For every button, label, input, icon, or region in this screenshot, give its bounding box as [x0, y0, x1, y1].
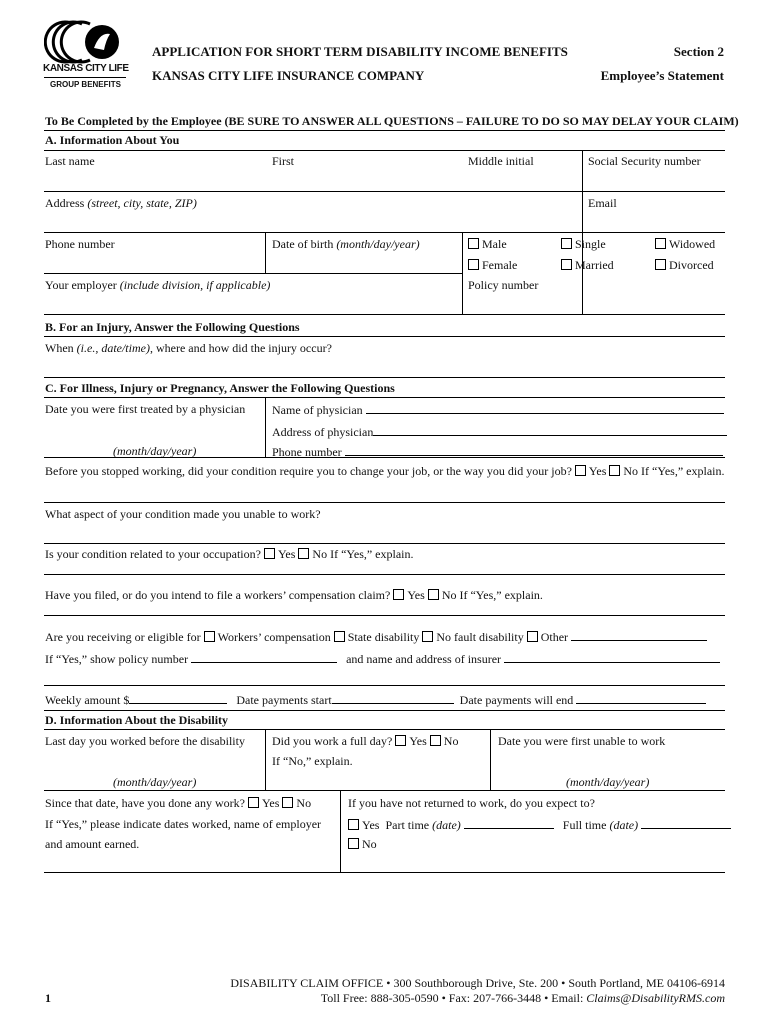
- first-unable-date-hint: (month/day/year): [566, 775, 650, 789]
- change-job-no-checkbox[interactable]: No: [609, 464, 638, 478]
- page-number: 1: [45, 991, 51, 1005]
- last-day-worked-field[interactable]: Last day you worked before the disability: [45, 734, 245, 748]
- payments-line[interactable]: Weekly amount $ Date payments start Date payments will end: [45, 692, 706, 708]
- expect-return-question: If you have not returned to work, do you expect to?: [348, 796, 595, 810]
- since-work-no-checkbox[interactable]: No: [282, 796, 311, 810]
- physician-phone-field[interactable]: Phone number: [272, 444, 723, 460]
- since-work-question: Since that date, have you done any work? Yes No: [45, 796, 312, 810]
- claim-office-address: DISABILITY CLAIM OFFICE • 300 Southborough Drive, Ste. 200 • South Portland, ME 04106-6914: [230, 976, 725, 990]
- workers-comp-question: Have you filed, or do you intend to file a workers’ compensation claim? Yes No If “Yes,” explain.: [45, 588, 543, 602]
- full-day-explain[interactable]: If “No,” explain.: [272, 754, 353, 768]
- treated-date-hint: (month/day/year): [113, 444, 197, 458]
- company-logo: [44, 18, 128, 90]
- return-yes-checkbox[interactable]: Yes: [348, 818, 379, 832]
- email-field[interactable]: Email: [588, 196, 617, 210]
- dates-worked-field[interactable]: If “Yes,” please indicate dates worked, name of employer: [45, 817, 322, 831]
- employer-field[interactable]: Your employer (include division, if applicable): [45, 278, 271, 292]
- policy-number-field[interactable]: Policy number: [468, 278, 539, 292]
- injury-question[interactable]: When (i.e., date/time), where and how did the injury occur?: [45, 341, 332, 355]
- middle-initial-field[interactable]: Middle initial: [468, 154, 534, 168]
- last-day-date-hint: (month/day/year): [113, 775, 197, 789]
- section-b-title: B. For an Injury, Answer the Following Questions: [45, 320, 300, 334]
- dob-field[interactable]: Date of birth (month/day/year): [272, 237, 420, 251]
- receiving-question: Are you receiving or eligible for Workers’ compensation State disability No fault disability Other: [45, 629, 707, 645]
- contact-line: Toll Free: 888-305-0590 • Fax: 207-766-3448 • Email: Claims@DisabilityRMS.com: [320, 991, 725, 1005]
- married-checkbox[interactable]: Married: [561, 258, 614, 273]
- company-name: KANSAS CITY LIFE INSURANCE COMPANY: [152, 68, 425, 83]
- change-job-question: Before you stopped working, did your condition require you to change your job, or the way you did your job? Yes No If “Yes,” explain.: [45, 464, 725, 478]
- full-day-yes-checkbox[interactable]: Yes: [395, 734, 426, 748]
- kcl-logo-mark: [44, 18, 128, 66]
- address-field[interactable]: Address (street, city, state, ZIP): [45, 196, 197, 210]
- claims-email-link[interactable]: Claims@DisabilityRMS.com: [586, 991, 725, 1005]
- form-title: APPLICATION FOR SHORT TERM DISABILITY INCOME BENEFITS: [152, 44, 568, 59]
- section-a-title: A. Information About You: [45, 133, 180, 147]
- workers-comp-option-checkbox[interactable]: Workers’ compensation: [204, 630, 331, 644]
- occupation-no-checkbox[interactable]: No: [298, 547, 327, 561]
- first-treated-field[interactable]: Date you were first treated by a physician: [45, 402, 246, 416]
- workers-comp-no-checkbox[interactable]: No: [428, 588, 457, 602]
- section-d-title: D. Information About the Disability: [45, 713, 229, 727]
- return-no-checkbox[interactable]: No: [348, 837, 377, 852]
- logo-company-name: KANSAS CITY LIFE: [43, 63, 129, 74]
- since-work-yes-checkbox[interactable]: Yes: [248, 796, 279, 810]
- physician-address-field[interactable]: Address of physician: [272, 424, 727, 440]
- last-name-field[interactable]: Last name: [45, 154, 95, 168]
- state-disability-checkbox[interactable]: State disability: [334, 630, 420, 644]
- logo-division: GROUP BENEFITS: [50, 80, 121, 89]
- occupation-yes-checkbox[interactable]: Yes: [264, 547, 295, 561]
- physician-name-field[interactable]: Name of physician: [272, 402, 724, 418]
- ssn-field[interactable]: Social Security number: [588, 154, 701, 168]
- change-job-yes-checkbox[interactable]: Yes: [575, 464, 606, 478]
- section-number: Section 2: [673, 44, 724, 59]
- return-yes-line: Yes Part time (date) Full time (date): [348, 817, 731, 833]
- no-fault-checkbox[interactable]: No fault disability: [422, 630, 523, 644]
- other-checkbox[interactable]: Other: [527, 630, 568, 644]
- male-checkbox[interactable]: Male: [468, 237, 507, 252]
- section-c-title: C. For Illness, Injury or Pregnancy, Answer the Following Questions: [45, 381, 395, 395]
- single-checkbox[interactable]: Single: [561, 237, 606, 252]
- statement-label: Employee’s Statement: [600, 68, 724, 83]
- full-day-no-checkbox[interactable]: No: [430, 734, 459, 748]
- full-day-question: Did you work a full day? Yes No: [272, 734, 459, 748]
- widowed-checkbox[interactable]: Widowed: [655, 237, 715, 252]
- workers-comp-yes-checkbox[interactable]: Yes: [393, 588, 424, 602]
- divorced-checkbox[interactable]: Divorced: [655, 258, 714, 273]
- female-checkbox[interactable]: Female: [468, 258, 517, 273]
- occupation-question: Is your condition related to your occupation? Yes No If “Yes,” explain.: [45, 547, 414, 561]
- amount-earned-field[interactable]: and amount earned.: [45, 837, 140, 851]
- phone-field[interactable]: Phone number: [45, 237, 115, 251]
- instruction: To Be Completed by the Employee (BE SURE TO ANSWER ALL QUESTIONS – FAILURE TO DO SO MAY DELAY YOUR CLAIM): [45, 114, 739, 128]
- first-unable-date-field[interactable]: Date you were first unable to work: [498, 734, 666, 748]
- policy-insurer-line[interactable]: If “Yes,” show policy number and name and address of insurer: [45, 651, 720, 667]
- first-name-field[interactable]: First: [272, 154, 295, 168]
- unable-aspect-question[interactable]: What aspect of your condition made you unable to work?: [45, 507, 321, 521]
